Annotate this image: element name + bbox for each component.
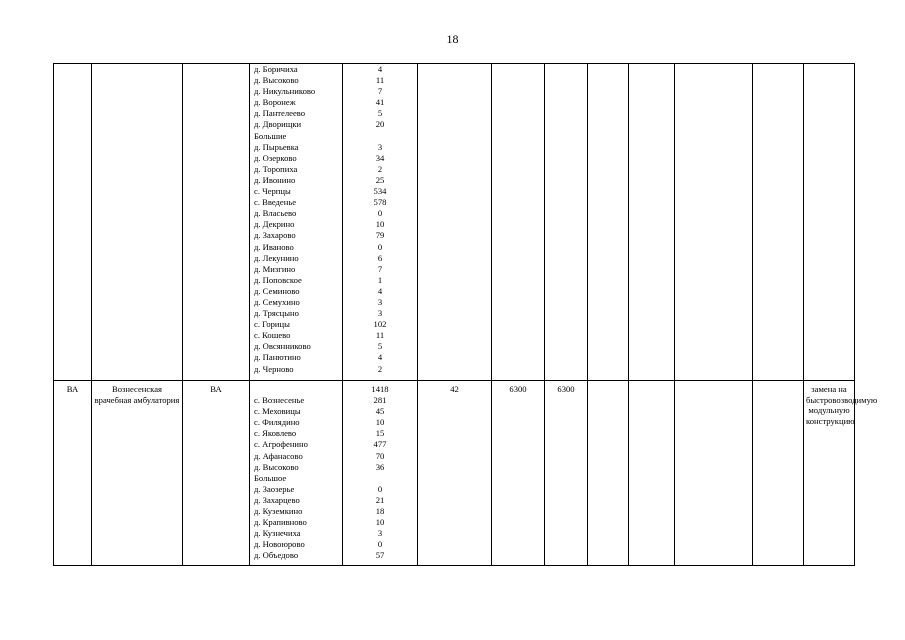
settlement-population: 7: [377, 86, 383, 97]
settlement-population: 281: [373, 395, 387, 406]
settlement-name: с. Филядино: [254, 417, 300, 428]
settlement-population: 79: [375, 230, 385, 241]
settlement-population: 2: [377, 163, 383, 174]
settlement-population: 0: [377, 483, 383, 494]
settlement-name: с. Яковлево: [254, 428, 297, 439]
settlement-population: 6: [377, 252, 383, 263]
settlement-population: 0: [377, 208, 383, 219]
cell-code: ВА: [54, 381, 92, 566]
settlement-name: д. Высоково: [254, 75, 299, 86]
settlement-name: с. Меховицы: [254, 406, 301, 417]
settlement-name: с. Горицы: [254, 319, 290, 330]
settlement-name: д. Иваново: [254, 241, 294, 252]
cell-col7: 6300: [545, 381, 588, 566]
settlement-name: д. Озерково: [254, 152, 297, 163]
facilities-table: [53, 63, 878, 566]
settlement-name: д. Семухино: [254, 296, 300, 307]
settlement-name: д. Боричиха: [254, 64, 298, 74]
settlement-population: 2: [377, 363, 383, 374]
settlement-population: 4: [377, 285, 383, 296]
settlement-populations: [343, 381, 418, 566]
cell-type: ВА: [183, 381, 250, 566]
settlement-population: 102: [373, 319, 387, 330]
settlement-population: 3: [377, 308, 383, 319]
settlement-name: д. Лекунино: [254, 252, 299, 263]
cell-col8: [588, 64, 629, 381]
settlement-name: д. Куземкино: [254, 506, 303, 517]
settlement-population: [343, 131, 417, 142]
settlement-population: 15: [375, 428, 385, 439]
settlement-population: 18: [375, 506, 385, 517]
settlement-name: д. Крапивново: [254, 517, 307, 528]
settlement-population: 578: [373, 197, 387, 208]
cell-col9: [629, 64, 675, 381]
settlement-population: 11: [375, 330, 385, 341]
settlement-population: 1: [377, 274, 383, 285]
settlement-name: д. Захарцево: [254, 494, 300, 505]
settlement-name: д. Панютино: [254, 352, 301, 363]
settlement-name: д. Семиново: [254, 285, 300, 296]
settlement-population: 3: [377, 141, 383, 152]
settlement-population: 45: [375, 406, 385, 417]
settlement-population: 10: [375, 417, 385, 428]
settlement-population: 70: [375, 450, 385, 461]
settlement-name: д. Овсянниково: [254, 341, 311, 352]
table-row: [54, 64, 855, 381]
settlement-name: с. Вознесенье: [254, 395, 305, 406]
settlement-name: д. Никульниково: [254, 86, 316, 97]
settlement-name: д. Новоюрово: [254, 539, 305, 550]
settlement-name: с. Кошево: [254, 330, 291, 341]
settlement-population: 0: [377, 241, 383, 252]
settlement-name: д. Поповское: [254, 274, 302, 285]
settlement-population: 1418: [371, 384, 389, 394]
cell-col7: [545, 64, 588, 381]
cell-col5: [418, 64, 492, 381]
settlement-population: 36: [375, 461, 385, 472]
settlement-population: 4: [377, 352, 383, 363]
settlement-population: 3: [377, 528, 383, 539]
settlement-population: [343, 473, 417, 484]
settlement-populations: [343, 64, 418, 381]
settlement-name: д. Афанасово: [254, 450, 303, 461]
settlement-population: 20: [375, 119, 385, 130]
cell-col6: 6300: [492, 381, 545, 566]
settlement-name: с. Черпцы: [254, 186, 291, 197]
cell-code: [54, 64, 92, 381]
settlement-population: 10: [375, 517, 385, 528]
settlement-population: 0: [377, 539, 383, 550]
settlement-population: 477: [373, 439, 387, 450]
cell-note: замена на быстровозводимую модульную конструкцию: [804, 381, 855, 566]
settlement-name: д. Черново: [254, 363, 294, 374]
page-number: 18: [446, 32, 459, 46]
settlement-name: д. Торопиха: [254, 163, 298, 174]
settlement-name: Большие: [254, 130, 287, 141]
settlement-population: 57: [375, 550, 385, 561]
cell-col6: [492, 64, 545, 381]
settlement-name: д. Власьево: [254, 208, 297, 219]
cell-facility: Вознесенская врачебная амбулатория: [92, 381, 183, 566]
cell-col11: [753, 381, 804, 566]
cell-type: [183, 64, 250, 381]
settlement-name: д. Кузнечиха: [254, 528, 301, 539]
settlement-population: 34: [375, 152, 385, 163]
settlement-population: 534: [373, 186, 387, 197]
settlement-name: Большое: [254, 472, 287, 483]
settlement-name: д. Воронеж: [254, 97, 296, 108]
settlement-names: [250, 381, 343, 566]
cell-facility: [92, 64, 183, 381]
settlement-name: д. Захарово: [254, 230, 296, 241]
settlement-population: 10: [375, 219, 385, 230]
settlement-name: д. Мизгино: [254, 263, 296, 274]
settlement-population: 4: [377, 64, 383, 74]
settlement-population: 7: [377, 263, 383, 274]
settlement-name: д. Ивонино: [254, 174, 296, 185]
settlement-population: 21: [375, 494, 385, 505]
settlement-population: 5: [377, 108, 383, 119]
settlement-name: [254, 384, 342, 395]
settlement-name: д. Объедово: [254, 550, 299, 561]
settlement-population: 3: [377, 296, 383, 307]
cell-col10: [675, 381, 753, 566]
table-row: [54, 381, 855, 566]
settlement-name: д. Высоково: [254, 461, 299, 472]
settlement-population: 11: [375, 75, 385, 86]
settlement-name: с. Введенье: [254, 197, 297, 208]
settlement-names: [250, 64, 343, 381]
cell-col9: [629, 381, 675, 566]
settlement-name: д. Дворищки: [254, 119, 302, 130]
settlement-name: с. Агрофенино: [254, 439, 308, 450]
settlement-name: д. Трясцыно: [254, 308, 299, 319]
cell-col5: 42: [418, 381, 492, 566]
settlement-name: д. Пырьевка: [254, 141, 299, 152]
settlement-population: 25: [375, 174, 385, 185]
settlement-name: д. Заозерье: [254, 483, 295, 494]
cell-col8: [588, 381, 629, 566]
settlement-name: д. Декрино: [254, 219, 295, 230]
settlement-population: 41: [375, 97, 385, 108]
cell-col10: [675, 64, 753, 381]
cell-note: [804, 64, 855, 381]
settlement-name: д. Пантелеево: [254, 108, 306, 119]
cell-col11: [753, 64, 804, 381]
settlement-population: 5: [377, 341, 383, 352]
